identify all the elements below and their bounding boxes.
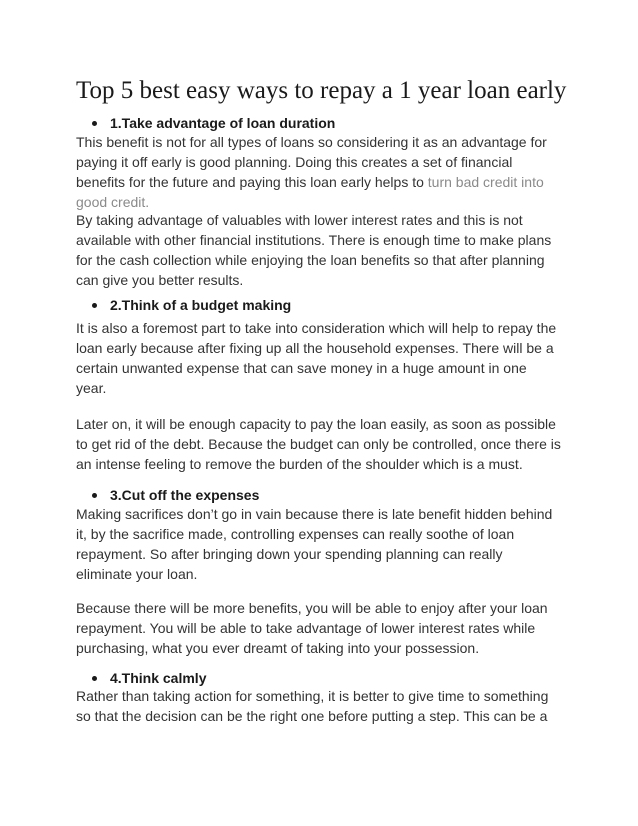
- text-line: By taking advantage of valuables with lower interest rates and this is not: [76, 212, 523, 228]
- text-line: paying it off early is good planning. Doing this creates a set of financial: [76, 154, 513, 170]
- text-segment: benefits for the future and paying this loan early helps to: [76, 174, 428, 190]
- text-line: loan early because after fixing up all the household expenses. There will be a: [76, 340, 554, 356]
- text-line: Rather than taking action for something, it is better to give time to something: [76, 688, 549, 704]
- text-line: Because there will be more benefits, you will be able to enjoy after your loan: [76, 600, 548, 616]
- text-line: eliminate your loan.: [76, 566, 198, 582]
- paragraph: [76, 210, 551, 290]
- paragraph: [76, 132, 547, 212]
- text-line: [76, 172, 547, 192]
- section-heading-text: 1.Take advantage of loan duration: [110, 115, 336, 131]
- good-credit-link[interactable]: good credit.: [76, 194, 150, 210]
- bullet-icon: [92, 493, 97, 498]
- text-line: This benefit is not for all types of loans so considering it as an advantage for: [76, 134, 547, 150]
- text-line: available with other financial institutions. There is enough time to make plans: [76, 232, 552, 248]
- text-line: purchasing, what you ever dreamt of taking into your possession.: [76, 640, 480, 656]
- text-line: Making sacrifices don’t go in vain because there is late benefit hidden behind: [76, 506, 553, 522]
- text-line: an intense feeling to remove the burden of the shoulder which is a must.: [76, 456, 523, 472]
- turn-bad-credit-link[interactable]: turn bad credit into: [427, 174, 544, 190]
- text-line: repayment. You will be able to take advantage of lower interest rates while: [76, 620, 536, 636]
- text-line: it, by the sacrifice made, controlling expenses can really soothe of loan: [76, 526, 515, 542]
- section-heading-1: [92, 115, 335, 131]
- text-line: year.: [76, 380, 107, 396]
- text-line: repayment. So after bringing down your spending planning can really: [76, 546, 503, 562]
- paragraph: [76, 318, 556, 398]
- text-line: Later on, it will be enough capacity to pay the loan easily, as soon as possible: [76, 416, 556, 432]
- section-heading-2: [92, 297, 291, 313]
- section-heading-3: [92, 487, 259, 503]
- text-line: certain unwanted expense that can save money in a huge amount in one: [76, 360, 527, 376]
- text-line: can give you better results.: [76, 272, 244, 288]
- bullet-icon: [92, 676, 97, 681]
- paragraph: [76, 504, 552, 584]
- paragraph: [76, 686, 548, 726]
- page-title: Top 5 best easy ways to repay a 1 year loan early: [76, 77, 567, 104]
- paragraph: [76, 598, 548, 658]
- text-line: It is also a foremost part to take into consideration which will help to repay the: [76, 320, 557, 336]
- section-heading-4: [92, 670, 206, 686]
- section-heading-text: 2.Think of a budget making: [110, 297, 292, 313]
- section-heading-text: 4.Think calmly: [110, 670, 207, 686]
- paragraph: [76, 414, 561, 474]
- text-line: so that the decision can be the right one before putting a step. This can be a: [76, 708, 548, 724]
- text-line: to get rid of the debt. Because the budget can only be controlled, once there is: [76, 436, 561, 452]
- bullet-icon: [92, 121, 97, 126]
- text-line: for the cash collection while enjoying the loan benefits so that after planning: [76, 252, 545, 268]
- bullet-icon: [92, 303, 97, 308]
- section-heading-text: 3.Cut off the expenses: [110, 487, 260, 503]
